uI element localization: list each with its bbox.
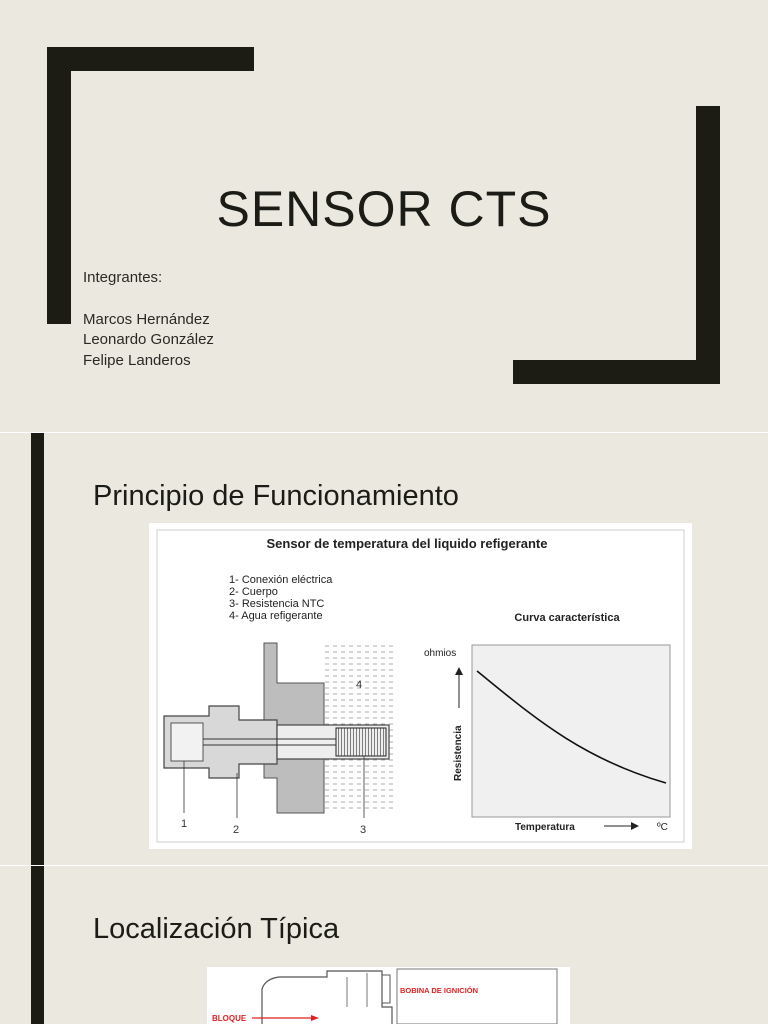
- principle-slide: [0, 433, 768, 865]
- y-axis-label: Resistencia: [453, 725, 464, 781]
- engine-outline: [262, 971, 392, 1024]
- part-number: 1: [181, 818, 188, 830]
- sensor-cross-section: [164, 643, 394, 836]
- connector: [171, 723, 203, 761]
- engine-detail: [382, 975, 390, 1003]
- frame-bottom-right-vertical: [696, 106, 720, 384]
- sensor-diagram: [149, 523, 692, 849]
- member-name: Felipe Landeros: [83, 352, 191, 369]
- coil-label: BOBINA DE IGNICIÓN: [400, 986, 479, 995]
- engine-diagram-svg: [207, 967, 570, 1024]
- figure-title: Sensor de temperatura del liquido refigerante: [266, 536, 548, 551]
- part-number: 4: [356, 679, 363, 691]
- legend-item: 3- Resistencia NTC: [229, 598, 325, 610]
- slide-title: SENSOR CTS: [216, 181, 552, 237]
- part-number: 2: [233, 824, 240, 836]
- curve-title: Curva característica: [514, 612, 620, 624]
- plot-area: [472, 645, 670, 817]
- member-name: Leonardo González: [83, 331, 214, 348]
- x-arrowhead: [631, 822, 639, 830]
- characteristic-curve: [424, 612, 670, 833]
- block-arrowhead: [311, 1015, 319, 1021]
- member-name: Marcos Hernández: [83, 311, 210, 328]
- slide-heading: Localización Típica: [93, 913, 340, 945]
- accent-bar: [31, 433, 44, 865]
- frame-bottom-right-horizontal: [513, 360, 720, 384]
- y-arrowhead: [455, 667, 463, 675]
- frame-top-left-horizontal: [47, 47, 254, 71]
- accent-bar: [31, 866, 44, 1024]
- legend-item: 1- Conexión eléctrica: [229, 574, 333, 586]
- slide-heading: Principio de Funcionamiento: [93, 480, 459, 512]
- engine-detail: [347, 973, 367, 1007]
- x-unit: ºC: [657, 822, 668, 833]
- title-slide: [0, 0, 768, 432]
- y-unit: ohmios: [424, 648, 457, 659]
- coil-housing: [397, 969, 557, 1024]
- ntc-resistor: [336, 728, 386, 756]
- x-axis-label: Temperatura: [515, 822, 575, 833]
- sensor-diagram-svg: [149, 523, 692, 849]
- block-label: BLOQUE: [212, 1014, 247, 1023]
- legend-item: 4- Agua refigerante: [229, 610, 323, 622]
- members-label: Integrantes:: [83, 269, 163, 286]
- engine-location-diagram: [207, 967, 570, 1024]
- legend-item: 2- Cuerpo: [229, 586, 278, 598]
- part-number: 3: [360, 824, 367, 836]
- location-slide: [0, 866, 768, 1024]
